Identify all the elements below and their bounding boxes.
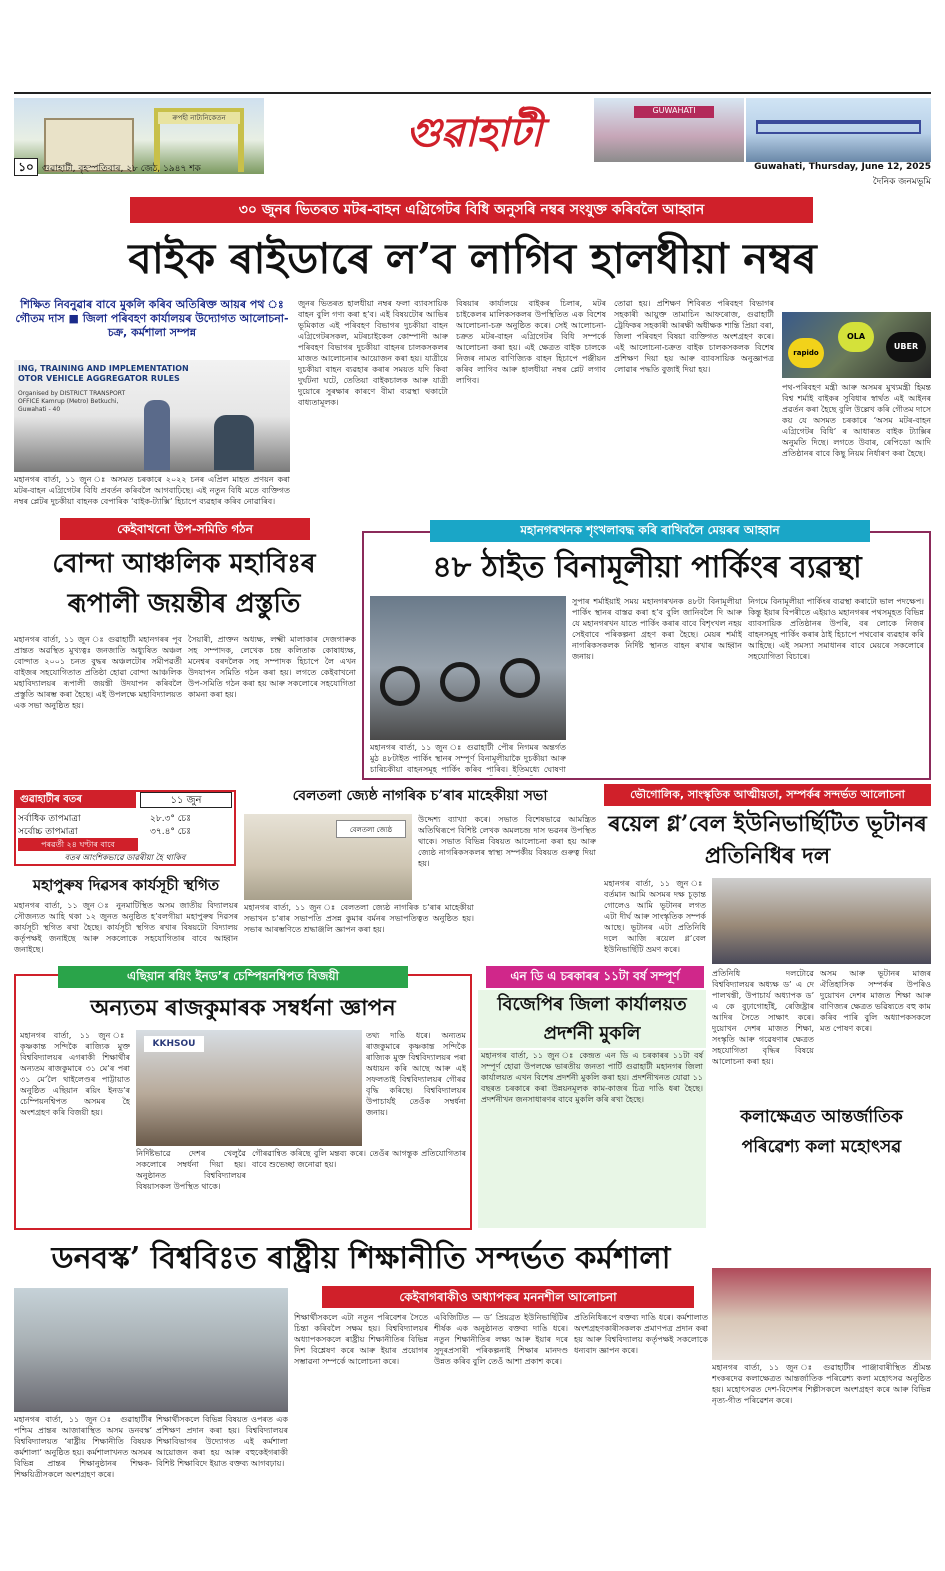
page-number: ১০ (14, 158, 38, 176)
asian-body-4: গৌৰৱান্বিত কৰিছে বুলি মন্তব্য কৰে। তেওঁৰ আগন্তুক প্ৰতিযোগিতাৰ বাবে শুভেচ্ছা জনোৱা হয়। (252, 1149, 466, 1169)
lead-photo-caption: শিক্ষিত নিবনুৱাৰ বাবে মুকলি কৰিব অতিৰিক্ত আয়ৰ পথ ঃ গৌতম দাস ■ জিলা পৰিবহণ কাৰ্যালয়ৰ উদ্যোগত আলোচনা-চক্ৰ, কৰ্মশালা সম্পন্ন (15, 298, 289, 339)
kala-body: মহানগৰ বাৰ্তা, ১১ জুন ঃ গুৱাহাটীৰ পাঞ্জাবাৰীস্থিত শ্ৰীমন্ত শংকৰদেৱ কলাক্ষেত্ৰত আন্তৰ্জাতিক পৰিৱেশ্য কলা মহোৎসৱ অনুষ্ঠিত হয়। মহোৎসৱত দেশ-বিদেশৰ শিল্পীসকলে অংশগ্ৰহণ কৰে আৰু বিভিন্ন নৃত্য-গীত পৰিৱেশন কৰে। (712, 1363, 931, 1405)
masthead (14, 92, 931, 186)
asian-body-1: মহানগৰ বাৰ্তা, ১১ জুন ঃ কৃষ্ণকান্ত সন্দিকৈ ৰাজ্যিক মুক্ত বিশ্ববিদ্যালয়ৰ এগৰাকী শিক্ষাৰ্থীৰ অন্যতম ৰাজকুমাৰে ৩১ মে’ৰ পৰা ৩১ মে’লৈ থাইলেণ্ডৰ পাট্টায়াত অনুষ্ঠিত এছিয়ান ৰয়িং ইনড’ৰ চেম্পিয়নশ্বিপত অসমৰ হৈ অংশগ্ৰহণ কৰি বিজয়ী হয়। (20, 1031, 130, 1117)
donbosco-kicker: কেইবাগৰাকীও অধ্যাপকৰ মননশীল আলোচনা (322, 1286, 694, 1308)
left-dateline: গুৱাহাটী, বৃহস্পতিবাৰ, ২৮ জেঠ, ১৯৪৭ শক (42, 164, 201, 174)
donbosco-body-2: শিক্ষাৰ্থীসকলে বিভিন্ন বিষয়ত ওপৰত এক প্ৰশিক্ষণ প্ৰদান কৰা হয়। বিশ্ববিদ্যালয়ৰ শিক্ষাবিভাগৰ উদ্যোগত এই কৰ্মশালা আয়োজন কৰা হয় আৰু বহুকেইগৰাকী বিশিষ্ট শিক্ষাবিদে ইয়াত বক্তব্য আগবঢ়ায়। (156, 1415, 288, 1468)
right-dateline: Guwahati, Thursday, June 12, 2025 (754, 162, 931, 172)
lead-body-3: বিষয়াৰ কাৰ্যালয়ে বাইকৰ চিলাৰ, মটৰ চাইকেলৰ মালিকসকলৰ উপস্থিতিত এক বিশেষ আলোচনা-চক্ৰ অনুষ্ঠিত কৰে। সেই আলোচনা-চক্ৰত মটৰ-বাহন এগ্ৰিগেটৰ বিধি সম্পৰ্কে আলোচনা কৰা হয়। এই ক্ষেত্ৰত বাইক চালকে নিজৰ নামত বাণিজ্যিক বাহন হিচাপে পঞ্জীয়ন কৰিব লাগিব আৰু হালধীয়া নম্বৰ প্লেট লগাব লাগিব। (456, 299, 606, 385)
donbosco-body-1: মহানগৰ বাৰ্তা, ১১ জুন ঃ গুৱাহাটীৰ পশ্চিম প্ৰান্তৰ আজাৰাস্থিত অসম ডনবস্ক’ বিশ্ববিদ্যালয়ত ‘ৰাষ্ট্ৰীয় শিক্ষানীতি বিষয়ক কৰ্মশালা’ অনুষ্ঠিত হয়। কৰ্মশালাখনত অসমৰ বিভিন্ন প্ৰান্তৰ শিক্ষানুষ্ঠানৰ শিক্ষক-শিক্ষয়িত্ৰীসকলে অংশগ্ৰহণ কৰে। (14, 1415, 152, 1479)
kkhsou-banner: KKHSOU (144, 1036, 204, 1052)
parking-headline: ৪৮ ঠাইত বিনামূলীয়া পাৰ্কিংৰ ব্যৱস্থা (432, 550, 862, 585)
event-banner-org: Organised by DISTRICT TRANSPORT OFFICE Kamrup (Metro) Betkuchi, Guwahati - 40 (18, 390, 126, 413)
mahapurush-headline: মহাপুৰুষ দিৱসৰ কাৰ্যসূচী স্থগিত (32, 876, 220, 894)
max-temp-label: সৰ্বাধিক তাপমাত্ৰা (18, 814, 81, 824)
belatola-body-1: মহানগৰ বাৰ্তা, ১১ জুন ঃ বেলতলা জ্যেষ্ঠ নাগৰিক চ’ৰাৰ মাহেকীয়া সভাখন চ’ৰাৰ সভাপতি প্ৰসন্ন কুমাৰ বৰ্মনৰ সভাপতিত্বত অনুষ্ঠিত হয়। সভাৰ আৰম্ভণিতে শ্ৰদ্ধাঞ্জলি জ্ঞাপন কৰা হয়। (244, 903, 474, 934)
helmet-photo (782, 312, 931, 378)
parking-kicker: মহানগৰখনক শৃংখলাবদ্ধ কৰি ৰাখিবলৈ মেয়ৰৰ আহ্বান (430, 520, 870, 542)
royal-body-3: অসম আৰু ভূটানৰ মাজৰ ঐতিহাসিক সম্পৰ্কৰ উপৰিও দুয়োখন দেশৰ মাজত শিক্ষা আৰু বাণিজ্যৰ ক্ষেত্ৰত ভৱিষ্যতে বহু কাম কৰিব পাৰি বুলি অধ্যাপকসকলে মত পোষণ কৰে। (820, 969, 931, 1033)
lead-headline: বাইক ৰাইডাৰে ল’ব লাগিব হালধীয়া নম্বৰ (128, 234, 817, 283)
bondha-body-2: সৈয়াৰী, প্ৰাক্তন অধ্যক্ষ, লক্ষ্মী মালাকাৰ দেজগাৰুক সহ সম্পাদক, লেখেক চন্দ্ৰ কলিতাক কোষাধ্যক্ষ, মনেশ্বৰ বৰদলৈক সহ সম্পাদক হিচাপে লৈ এখন উদযাপন সমিতি গঠন কৰা হয়। লগতে কেইবাখনো উপ-সমিতি গঠন কৰা হয় আৰু সকলোৰে সহযোগিতা কামনা কৰা হয়। (188, 635, 356, 699)
asian-body-3: নিৰ্দিষ্টভাৱে দেশৰ খেলুৱৈ সকলোৰে সম্বৰ্ধনা দিয়া হয়। অনুষ্ঠানত বিশ্ববিদ্যালয়ৰ বিষয়াসকল উপস্থিত থাকে। (136, 1149, 246, 1191)
station-photo (594, 98, 744, 162)
mahapurush-body: মহানগৰ বাৰ্তা, ১১ জুন ঃ নুনমাটিস্থিত অসম জাতীয় বিদ্যালয়ৰ সৌজন্যত আহি থকা ১২ জুনত অনুষ্ঠিত হ’বলগীয়া মহাপুৰুষ দিৱসৰ কাৰ্যসূচী স্থগিত ৰখা হৈছে। কাৰ্যসূচী স্থগিত ৰখাৰ বিষয়টো বিদ্যালয় কৰ্তৃপক্ষই জনাইছে আৰু সকলোকে সহযোগিতাৰ বাবে আহ্বান জনাইছে। (14, 901, 238, 954)
bjp-body: মহানগৰ বাৰ্তা, ১১ জুন ঃ কেন্দ্ৰত এন ডি এ চৰকাৰৰ ১১টা বৰ্ষ সম্পূৰ্ণ হোৱা উপলক্ষে ভাৰতীয় জনতা পাৰ্টি গুৱাহাটী মহানগৰ জিলা কাৰ্যালয়ত এখন বিশেষ প্ৰদৰ্শনী মুকলি কৰা হয়। প্ৰদৰ্শনীখনত যোৱা ১১ বছৰত চৰকাৰে কৰা উন্নয়নমূলক কাম-কাজৰ চিত্ৰ দাঙি ধৰা হৈছে। প্ৰদৰ্শনীখন জনসাধাৰণৰ বাবে মুকলি কৰি ৰখা হৈছে। (478, 1050, 706, 1228)
belatola-headline: বেলতলা জ্যেষ্ঠ নাগৰিক চ’ৰাৰ মাহেকীয়া সভা (292, 788, 548, 804)
lead-body-4: তোৱা হয়। প্ৰশিক্ষণ শিবিৰত পৰিবহণ বিভাগৰ সহকাৰী আয়ুক্ত তামাচিন আফৰোজ, গুৱাহাটী ট্ৰেফিকৰ সহকাৰী আৰক্ষী অধীক্ষক শান্তি প্ৰিয়া বৰা, জিলা পৰিবহণ বিষয়া ব্যক্তিগত অংশগ্ৰহণ কৰে। এই আলোচনা-চক্ৰত বাইক চালকসকলক বিশেষ প্ৰশিক্ষণ দিয়া হয় আৰু ব্যাবসায়িক অনুজ্ঞাপত্ৰ লোৱাৰ পদ্ধতি বুজাই দিয়া হয়। (614, 299, 774, 374)
bridge-photo (746, 98, 931, 162)
lead-kicker: ৩০ জুনৰ ভিতৰত মটৰ-বাহন এগ্ৰিগেটৰ বিধি অনুসৰি নম্বৰ সংযুক্ত কৰিবলৈ আহ্বান (130, 197, 813, 223)
donbosco-body-5: প্ৰতিনিধিৰূপে বক্তব্য দাঙি ধৰে। কৰ্মশালাত অংশগ্ৰহণকাৰীসকলক প্ৰমাণপত্ৰ প্ৰদান কৰা হয় আৰু বিশ্ববিদ্যালয় কৰ্তৃপক্ষই সকলোকে ধন্যবাদ জ্ঞাপন কৰে। (574, 1313, 708, 1355)
asian-body-2: তথ্য দাঙি ধৰে। অন্যতম ৰাজকুমাৰে কৃষ্ণকান্ত সন্দিকৈ ৰাজ্যিক মুক্ত বিশ্ববিদ্যালয়ৰ পৰা অধ্যয়ন কৰি আছে আৰু এই সফলতাই বিশ্ববিদ্যালয়ৰ গৌৰৱ বৃদ্ধি কৰিছে। বিশ্ববিদ্যালয়ৰ উপাচাৰ্যই তেওঁক সম্বৰ্ধনা জনায়। (366, 1031, 466, 1117)
donbosco-body-3: শিক্ষাৰ্থীসকলে এটা নতুন পৰিবেশৰ সৈতে চিন্তা কৰিবলৈ সক্ষম হয়। বিশ্ববিদ্যালয়ৰ অধ্যাপকসকলে ৰাষ্ট্ৰীয় শিক্ষানীতিৰ বিভিন্ন দিশ বিশ্লেষণ কৰে আৰু ইয়াৰ প্ৰয়োগৰ সম্ভাৱনা সম্পৰ্কে আলোচনা কৰে। (294, 1313, 428, 1366)
masthead-logo: গুৱাহাটী (405, 109, 543, 156)
bondha-headline: বোন্দা আঞ্চলিক মহাবিঃৰ ৰূপালী জয়ন্তীৰ প্ৰস্তুতি (52, 549, 316, 619)
royal-kicker: ভৌগোলিক, সাংস্কৃতিক আত্মীয়তা, সম্পৰ্কৰ সন্দৰ্ভত আলোচনা (604, 784, 931, 806)
gate-sign: ৰুপহী নাট্যনিকেতন (158, 112, 240, 124)
asian-headline: অন্যতম ৰাজকুমাৰক সম্বৰ্ধনা জ্ঞাপন (90, 995, 396, 1021)
weather-label: গুৱাহাটীৰ বতৰ (16, 792, 136, 808)
belatola-body-2: উদ্দেশ্য ব্যাখ্যা কৰে। সভাত বিশেষভাৱে আমন্ত্ৰিত অতিথিৰূপে বিশিষ্ট লেখক অমলচন্দ্ৰ দাস ভৱনৰ উপস্থিত থাকে। সভাত বিভিন্ন বিষয়ত আলোচনা কৰা হয় আৰু জ্যেষ্ঠ নাগৰিকসকলৰ স্বাস্থ্য সম্পৰ্কীয় বিষয়ত গুৰুত্ব দিয়া হয়। (418, 815, 596, 868)
station-sign: GUWAHATI (634, 106, 714, 118)
royal-body-2: প্ৰতিনিধি দলটোৱে বিশ্ববিদ্যালয়ৰ অধ্যক্ষ ড’ এ দে পালখন্তী, উপাচাৰ্য অধ্যাপক ড’ এ কে বুঢ়াগোহাঁই, ৰেজিষ্ট্ৰাৰ আদিৰ সৈতে সাক্ষাৎ কৰে। দুয়োখন দেশৰ মাজত শিক্ষা, সংস্কৃতি আৰু গৱেষণাৰ ক্ষেত্ৰত সহযোগিতা বৃদ্ধিৰ বিষয়ে আলোচনা কৰা হয়। (712, 969, 814, 1066)
bondha-body-1: মহানগৰ বাৰ্তা, ১১ জুন ঃ গুৱাহাটী মহানগৰৰ পূব প্ৰান্তত অৱস্থিত মুখ্যত্বঃ জনজাতি অধ্যুষিত অঞ্চল বোন্দাত ২০০১ চনত বুদ্ধৰ অঞ্চলটোৰ সমীপৱৰ্তী বাইজৰ সহযোগিতাত প্ৰতিষ্ঠা হোৱা বোন্দা আঞ্চলিক মহাবিদ্যালয়ৰ ৰূপালী জয়ন্তী উদযাপন কৰিবলৈ প্ৰস্তুতি আৰম্ভ কৰা হৈছে। এই উপলক্ষে মহাবিদ্যালয়ত এক সভা অনুষ্ঠিত হয়। (14, 635, 182, 710)
donbosco-headline: ডনবস্ক’ বিশ্ববিঃত ৰাষ্ট্ৰীয় শিক্ষানীতি সন্দৰ্ভত কৰ্মশালা (51, 1241, 671, 1276)
weather-date: ১১ জুন (140, 792, 232, 808)
parking-body-2: সুপাৰ শৰ্মাইয়াই সময় মহানগৰখনক ৪৮টা বিনামূলীয়া পাৰ্কিং স্থানৰ বাস্তৱ কৰা হ’ব বুলি জানিবলৈ দি আৰু যে মহানগৰখন যাতে পাৰ্কিং কৰাৰ বাবে বিশৃংখল নহয় সেইবাবে পৰিকল্পনা গ্ৰহণ কৰা হৈছে। মেয়ৰ শৰ্মাই নাগৰিকসকলক নিৰ্দিষ্ট স্থানত বাহন ৰখাৰ আহ্বান জনায়। (572, 597, 742, 661)
forecast-label: পৰৱৰ্তী ২৪ ঘণ্টাৰ বাবে (18, 838, 138, 851)
asian-photo (136, 1030, 362, 1146)
bondha-kicker: কেইবাখনো উপ-সমিতি গঠন (60, 518, 310, 540)
parking-photo (370, 596, 566, 740)
bjp-headline: বিজেপিৰ জিলা কাৰ্যালয়ত প্ৰদৰ্শনী মুকলি (478, 990, 706, 1048)
lead-photo (14, 360, 290, 472)
min-temp-value: ৩৭.৪° চেঃ (150, 827, 192, 837)
ola-helmet: OLA (838, 322, 874, 352)
parking-body-3: নিগমে বিনামূলীয়া পাৰ্কিংৰ ব্যৱস্থা কৰাটো ভাল পদক্ষেপ। কিন্তু ইয়াৰ বিপৰীতে এইয়াও মহানগৰৰ পথসমূহত বিভিন্ন ব্যাবসায়িক প্ৰতিষ্ঠানৰ উপৰি, বৰ লোকে নিজৰ বাহনসমূহ পাৰ্কিং কৰাৰ ঠাই হিচাপে পথবোৰ ব্যৱহাৰ কৰি আহিছে। এই সমস্যা সমাধানৰ বাবে মেয়ৰে সকলোৰে সহযোগিতা বিচাৰে। (748, 597, 924, 661)
min-temp-label: সৰ্বোচ্চ তাপমাত্ৰা (18, 827, 78, 837)
parking-body-1: মহানগৰ বাৰ্তা, ১১ জুন ঃ গুৱাহাটী পৌৰ নিগমৰ অন্তৰ্গত মুঠ ৪৮টাইত পাৰ্কিং স্থানৰ সম্পূৰ্ণ বিনামূলীয়াকৈ দুচকীয়া আৰু চাৰিচকীয়া বাহনসমূহ পাৰ্কিং কৰিব পাৰিব। ইতিমধ্যে ঘোষণা (370, 743, 566, 774)
royal-headline: ৰয়েল গ্ল’বেল ইউনিভাৰ্ছিটিত ভূটানৰ প্ৰতিনিধিৰ দল (608, 811, 927, 869)
belatola-photo (244, 814, 412, 900)
belatola-banner: বেলতলা জ্যেষ্ঠ (336, 820, 406, 838)
lead-body-1: মহানগৰ বাৰ্তা, ১১ জুন ঃ অসমত চৰকাৰে ২০২২ চনৰ এপ্ৰিল মাহত প্ৰণয়ন কৰা মটৰ-বাহন এগ্ৰিগেটৰ বিধি প্ৰবৰ্তন কৰিবলৈ আগবাঢ়িছে। এই নতুন বিধি মতে ব্যক্তিগত নম্বৰ প্লেটৰ দুচকীয়া বাহনক বেপাৰিক ‘বাইক-ট্যাক্সি’ হিচাপে ব্যৱহাৰ কৰিব নোৱাৰিব। (14, 475, 290, 506)
uber-helmet: UBER (886, 332, 926, 362)
max-temp-value: ২৮.৩° চেঃ (150, 814, 192, 824)
rapido-helmet: rapido (788, 338, 824, 368)
publisher-name: দৈনিক জনমভূমি (872, 177, 931, 187)
royal-body-1: মহানগৰ বাৰ্তা, ১১ জুন ঃ বৰ্তমান আমি অসমৰ দক্ষ চূড়ান্ত গোলেও আমি ভূটানৰ লগত এটা দীৰ্ঘ আৰু সাংস্কৃতিক সম্পৰ্ক আছে। ভূটানৰ এটা প্ৰতিনিধি দলে আজি ৰয়েল গ্ল’বেল ইউনিভাৰ্ছিটি ভ্ৰমণ কৰে। (604, 879, 706, 954)
donbosco-photo (14, 1288, 288, 1412)
royal-photo (712, 878, 931, 964)
bjp-kicker: এন ডি এ চৰকাৰৰ ১১টা বৰ্ষ সম্পূৰ্ণ (486, 966, 704, 988)
asian-kicker: এছিয়ান ৰয়িং ইনড’ৰ চেম্পিয়নশ্বিপত বিজয়ী (58, 966, 408, 988)
donbosco-body-4: এবিজিটিত — ড’ প্ৰিয়ব্ৰত ইউনিভাৰ্ছিটিৰ শীৰ্ষক এক অনুষ্ঠানত বক্তব্য দাঙি ধৰে। নতুন শিক্ষানীতিৰ লক্ষ্য আৰু ইয়াৰ দৰে সুদূৰপ্ৰসাৰী পৰিকল্পনাই শিক্ষাৰ মানদণ্ড উন্নত কৰিব বুলি তেওঁ আশা প্ৰকাশ কৰে। (434, 1313, 568, 1366)
kala-headline: কলাক্ষেত্ৰত আন্তৰ্জাতিক পৰিৱেশ্য কলা মহোৎসৱ (740, 1107, 903, 1157)
event-banner-text: ING, TRAINING AND IMPLEMENTATION OTOR VEHICLE AGGREGATOR RULES (18, 364, 189, 383)
lead-body-2: জুনৰ ভিতৰত হালধীয়া নম্বৰ ফলা ব্যাবসায়িক বাহন বুলি গণ্য কৰা হ’ব। এই বিষয়টোৰ আভিৰ ভূমিকাত এই পৰিবহণ বিভাগৰ দুচকীয়া বাহন এগ্ৰিগেটৰসকল, মটৰচাইকেল কোম্পানী আৰু পৰিবহণ বিভাগৰ দুচকীয়া বাহনৰ চালকসকলৰ মাজত আলোচনাৰ আয়োজন কৰা হয়। যাত্ৰীয়ে দুচকীয়া বাহন ব্যৱহাৰ কৰাৰ সময়ত যদি কিবা দুৰ্ঘটনা ঘটে, তেতিয়া বাইকচালক আৰু যাত্ৰী দুয়োৰে সুৰক্ষাৰ কাৰণে বীমা ব্যৱস্থা থকাটো বাধ্যতামূলক। (298, 299, 448, 407)
lead-right-caption: পথ-পৰিবহণ মন্ত্ৰী আৰু অসমৰ মুখ্যমন্ত্ৰী হিমন্ত বিশ্ব শৰ্মাই বাইকৰ সুবিধাৰ স্বাৰ্থত এই আইনৰ প্ৰৱৰ্তন কৰা হৈছে বুলি উল্লেখ কৰি গৌতম দাসে কয় যে অসমত চৰকাৰে ‘অসম মটৰ-বাহন এগ্ৰিগেটৰ বিধি’ ৰ আধাৰত বাইক ট্যাক্সিৰ অনুমতি দিছে। লগতে উবাৰ, ৰেপিডো আদি প্ৰতিষ্ঠানৰ বাবে কিছু নিয়ম নিৰ্ধাৰণ কৰা হৈছে। (782, 383, 931, 458)
forecast-text: বতৰ আংশিকভাৱে ডাৱৰীয়া হৈ থাকিব (64, 853, 186, 862)
kala-photo (712, 1268, 931, 1360)
